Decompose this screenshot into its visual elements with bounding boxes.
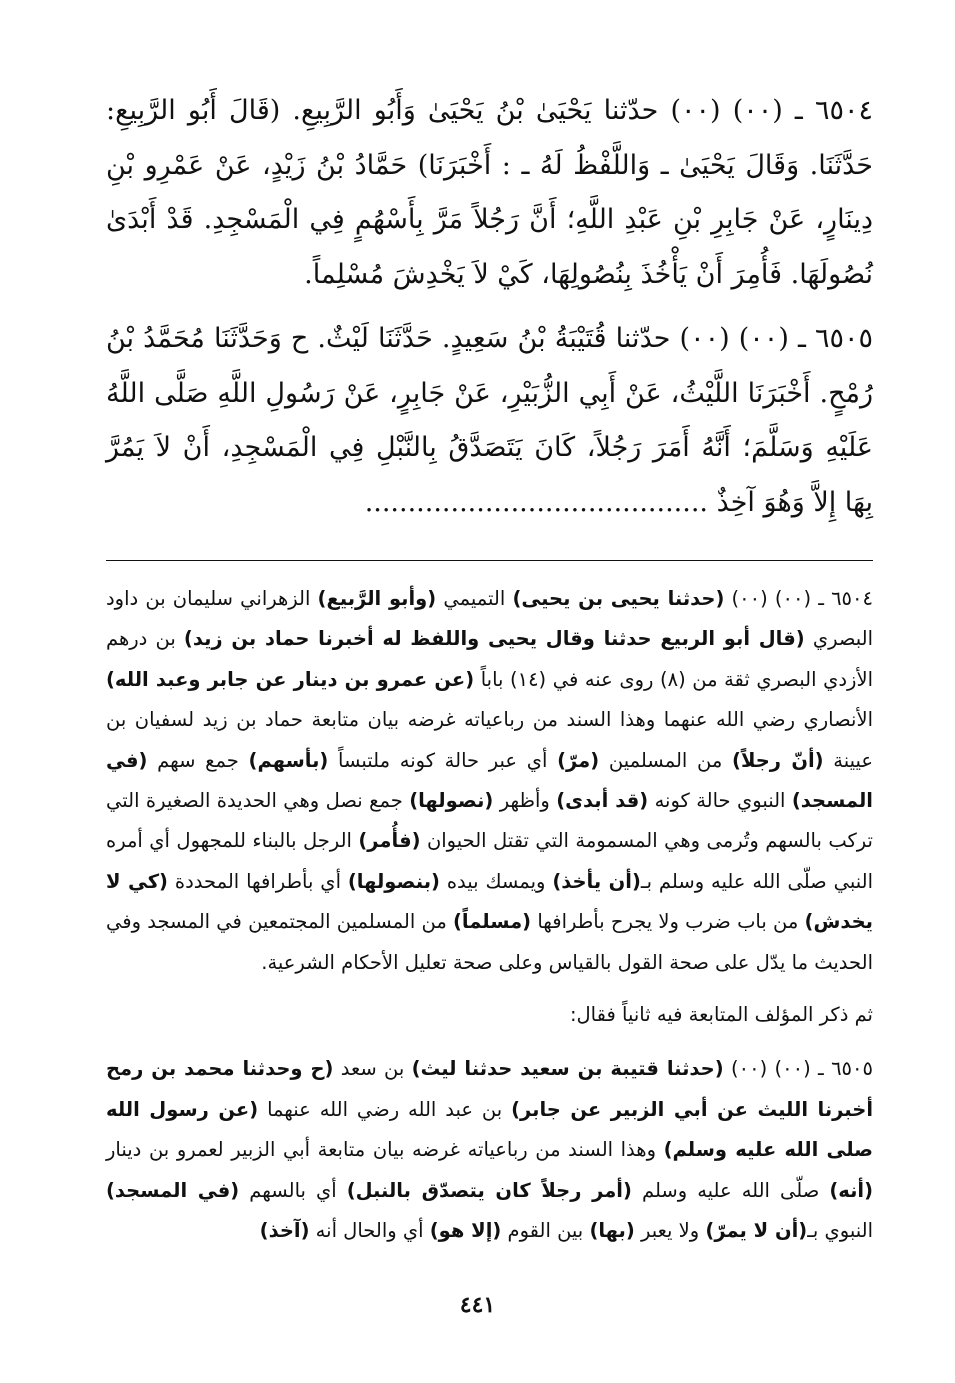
commentary-text: ويمسك بيده: [439, 869, 553, 893]
commentary-text: أي والحال أنه: [309, 1219, 430, 1243]
commentary-text: النبوي حالة كونه: [648, 789, 792, 813]
commentary-text: صلّى الله عليه وسلم: [631, 1178, 830, 1202]
commentary-text: أي بأطرافها المحددة: [167, 869, 348, 893]
commentary-text: من المسلمين: [599, 748, 733, 772]
commentary-bold: (فأُمر): [358, 829, 421, 853]
commentary-note: ثم ذكر المؤلف المتابعة فيه ثانياً فقال:: [569, 1003, 873, 1027]
commentary-text: الزهراني سليمان بن داود البصري: [106, 587, 874, 651]
commentary-bold: (حدثنا قتيبة بن سعيد حدثنا ليث): [411, 1057, 724, 1081]
commentary-bold: (كي لا يخدش): [106, 869, 873, 934]
commentary-text: بن عبد الله رضي الله عنهما: [258, 1097, 512, 1121]
commentary-text: من المسلمين المجتمعين في المسجد وفي الحديث ما يدّل على صحة القول بالقياس وعلى صحة تعليل الأحكام الشرعية.: [106, 910, 873, 974]
commentary-bold: (بأسهم): [248, 748, 329, 772]
commentary-bold: (أنّ رجلاً): [732, 748, 824, 772]
commentary-bold: (قال أبو الربيع حدثنا وقال يحيى واللفظ له أخبرنا حماد بن زيد): [183, 627, 805, 651]
commentary-6505: [106, 1049, 873, 1251]
commentary-bold: (آخذ): [259, 1219, 310, 1243]
commentary-bold: (ح وحدثنا محمد بن رمح أخبرنا الليث عن أبي الزبير عن جابر): [106, 1057, 873, 1121]
commentary-text: الرجل بالبناء للمجهول أي أمره النبي صلّى الله عليه وسلم بـ: [106, 829, 873, 893]
hadith-text-6505: ٦٥٠٥ ـ (٠٠) (٠٠) حدّثنا قُتَيْبَةُ بْنُ سَعِيدٍ. حَدَّثَنَا لَيْثٌ. ح وَحَدَّثَنَا مُحَمَّدُ بْنُ رُمْحٍ. أَخْبَرَنَا اللَّيْثُ، عَنْ أَبِي الزُّبَيْرِ، عَنْ جَابِرٍ، عَنْ رَسُولِ اللَّهِ صَلَّى اللَّهُ عَلَيْهِ وَسَلَّمَ؛ أَنَّهُ أَمَرَ رَجُلاً، كَانَ يَتَصَدَّقُ بِالنَّبْلِ فِي الْمَسْجِدِ، أَنْ لاَ يَمُرَّ بِهَا إِلاَّ وَهُوَ آخِذٌ ........................................: [106, 323, 874, 518]
page-number: ٤٤١: [459, 1292, 496, 1318]
commentary-bold: (أن لا يمرّ): [705, 1219, 808, 1243]
commentary-text: جمع نصل وهي الحديدة الصغيرة التي تركب بالسهم وتُرمى وهي المسمومة التي تقتل الحيوان: [106, 789, 873, 853]
commentary-bold: (مسلماً): [453, 910, 532, 934]
commentary-bold: (بنصولها): [347, 869, 440, 893]
commentary-text: ٦٥٠٥ ـ (٠٠) (٠٠): [723, 1057, 873, 1081]
commentary-text: ٦٥٠٤ ـ (٠٠) (٠٠): [724, 587, 873, 610]
commentary-text: أي بالسهم: [239, 1178, 347, 1202]
commentary-bold: (أن يأخذ): [552, 869, 641, 893]
commentary-text: النبوي بـ: [807, 1219, 873, 1243]
commentary-bold: (وأبو الرَّبيع): [317, 587, 437, 610]
hadith-text-6504: ٦٥٠٤ ـ (٠٠) (٠٠) حدّثنا يَحْيَىٰ بْنُ يَحْيَىٰ وَأَبُو الرَّبِيعِ. (قَالَ أَبُو الرَّبِيعِ: حَدَّثَنَا. وَقَالَ يَحْيَىٰ ـ وَاللَّفْظُ لَهُ ـ : أَخْبَرَنَا) حَمَّادُ بْنُ زَيْدٍ، عَنْ عَمْرِو بْنِ دِينَارٍ، عَنْ جَابِرِ بْنِ عَبْدِ اللَّهِ؛ أَنَّ رَجُلاً مَرَّ بِأَسْهُمٍ فِي الْمَسْجِدِ. قَدْ أَبْدَىٰ نُصُولَهَا. فَأُمِرَ أَنْ يَأْخُذَ بِنُصُولِهَا، كَيْ لاَ يَخْدِشَ مُسْلِماً.: [106, 95, 873, 290]
commentary-text: وأظهر: [493, 789, 557, 813]
commentary-text: بين القوم: [501, 1219, 590, 1243]
commentary-bold: (في المسجد): [106, 1178, 240, 1202]
commentary-text: بن سعد: [333, 1057, 412, 1081]
commentary-text: بن درهم الأزدي البصري ثقة من (٨) روى عنه في (١٤) باباً: [106, 627, 873, 691]
commentary-text: من باب ضرب ولا يجرح بأطرافها: [531, 910, 805, 934]
commentary-text: التميمي: [436, 587, 513, 610]
commentary-bold: (نصولها): [409, 789, 494, 813]
commentary-bold: (عن رسول الله صلى الله عليه وسلم): [106, 1097, 873, 1162]
commentary-bold: (أنه): [829, 1178, 873, 1202]
commentary-bold: (مرّ): [557, 748, 600, 772]
commentary-text: وهذا السند من رباعياته غرضه بيان متابعة أبي الزبير لعمرو بن دينار: [106, 1138, 664, 1162]
commentary-bold: (عن عمرو بن دينار عن جابر وعبد الله): [106, 667, 475, 691]
commentary-bold: (قد أبدى): [556, 789, 649, 813]
footnote-divider: [106, 560, 873, 561]
commentary-6504: [106, 579, 873, 983]
commentary-text: ولا يعبر: [634, 1219, 706, 1243]
commentary-text: أي عبر حالة كونه ملتبساً: [328, 748, 558, 772]
commentary-bold: (في المسجد): [106, 748, 873, 813]
commentary-bold: (إلا هو): [429, 1219, 502, 1243]
commentary-bold: (بها): [589, 1219, 635, 1243]
commentary-text: جمع سهم: [147, 748, 249, 772]
commentary-text: الأنصاري رضي الله عنهما وهذا السند من رباعياته غرضه بيان متابعة حماد بن زيد لسفيان بن عيينة: [106, 708, 874, 772]
commentary-bold: (حدثنا يحيى بن يحيى): [512, 587, 725, 610]
commentary-bold: (أمر رجلاً كان يتصدّق بالنبل): [346, 1178, 632, 1202]
